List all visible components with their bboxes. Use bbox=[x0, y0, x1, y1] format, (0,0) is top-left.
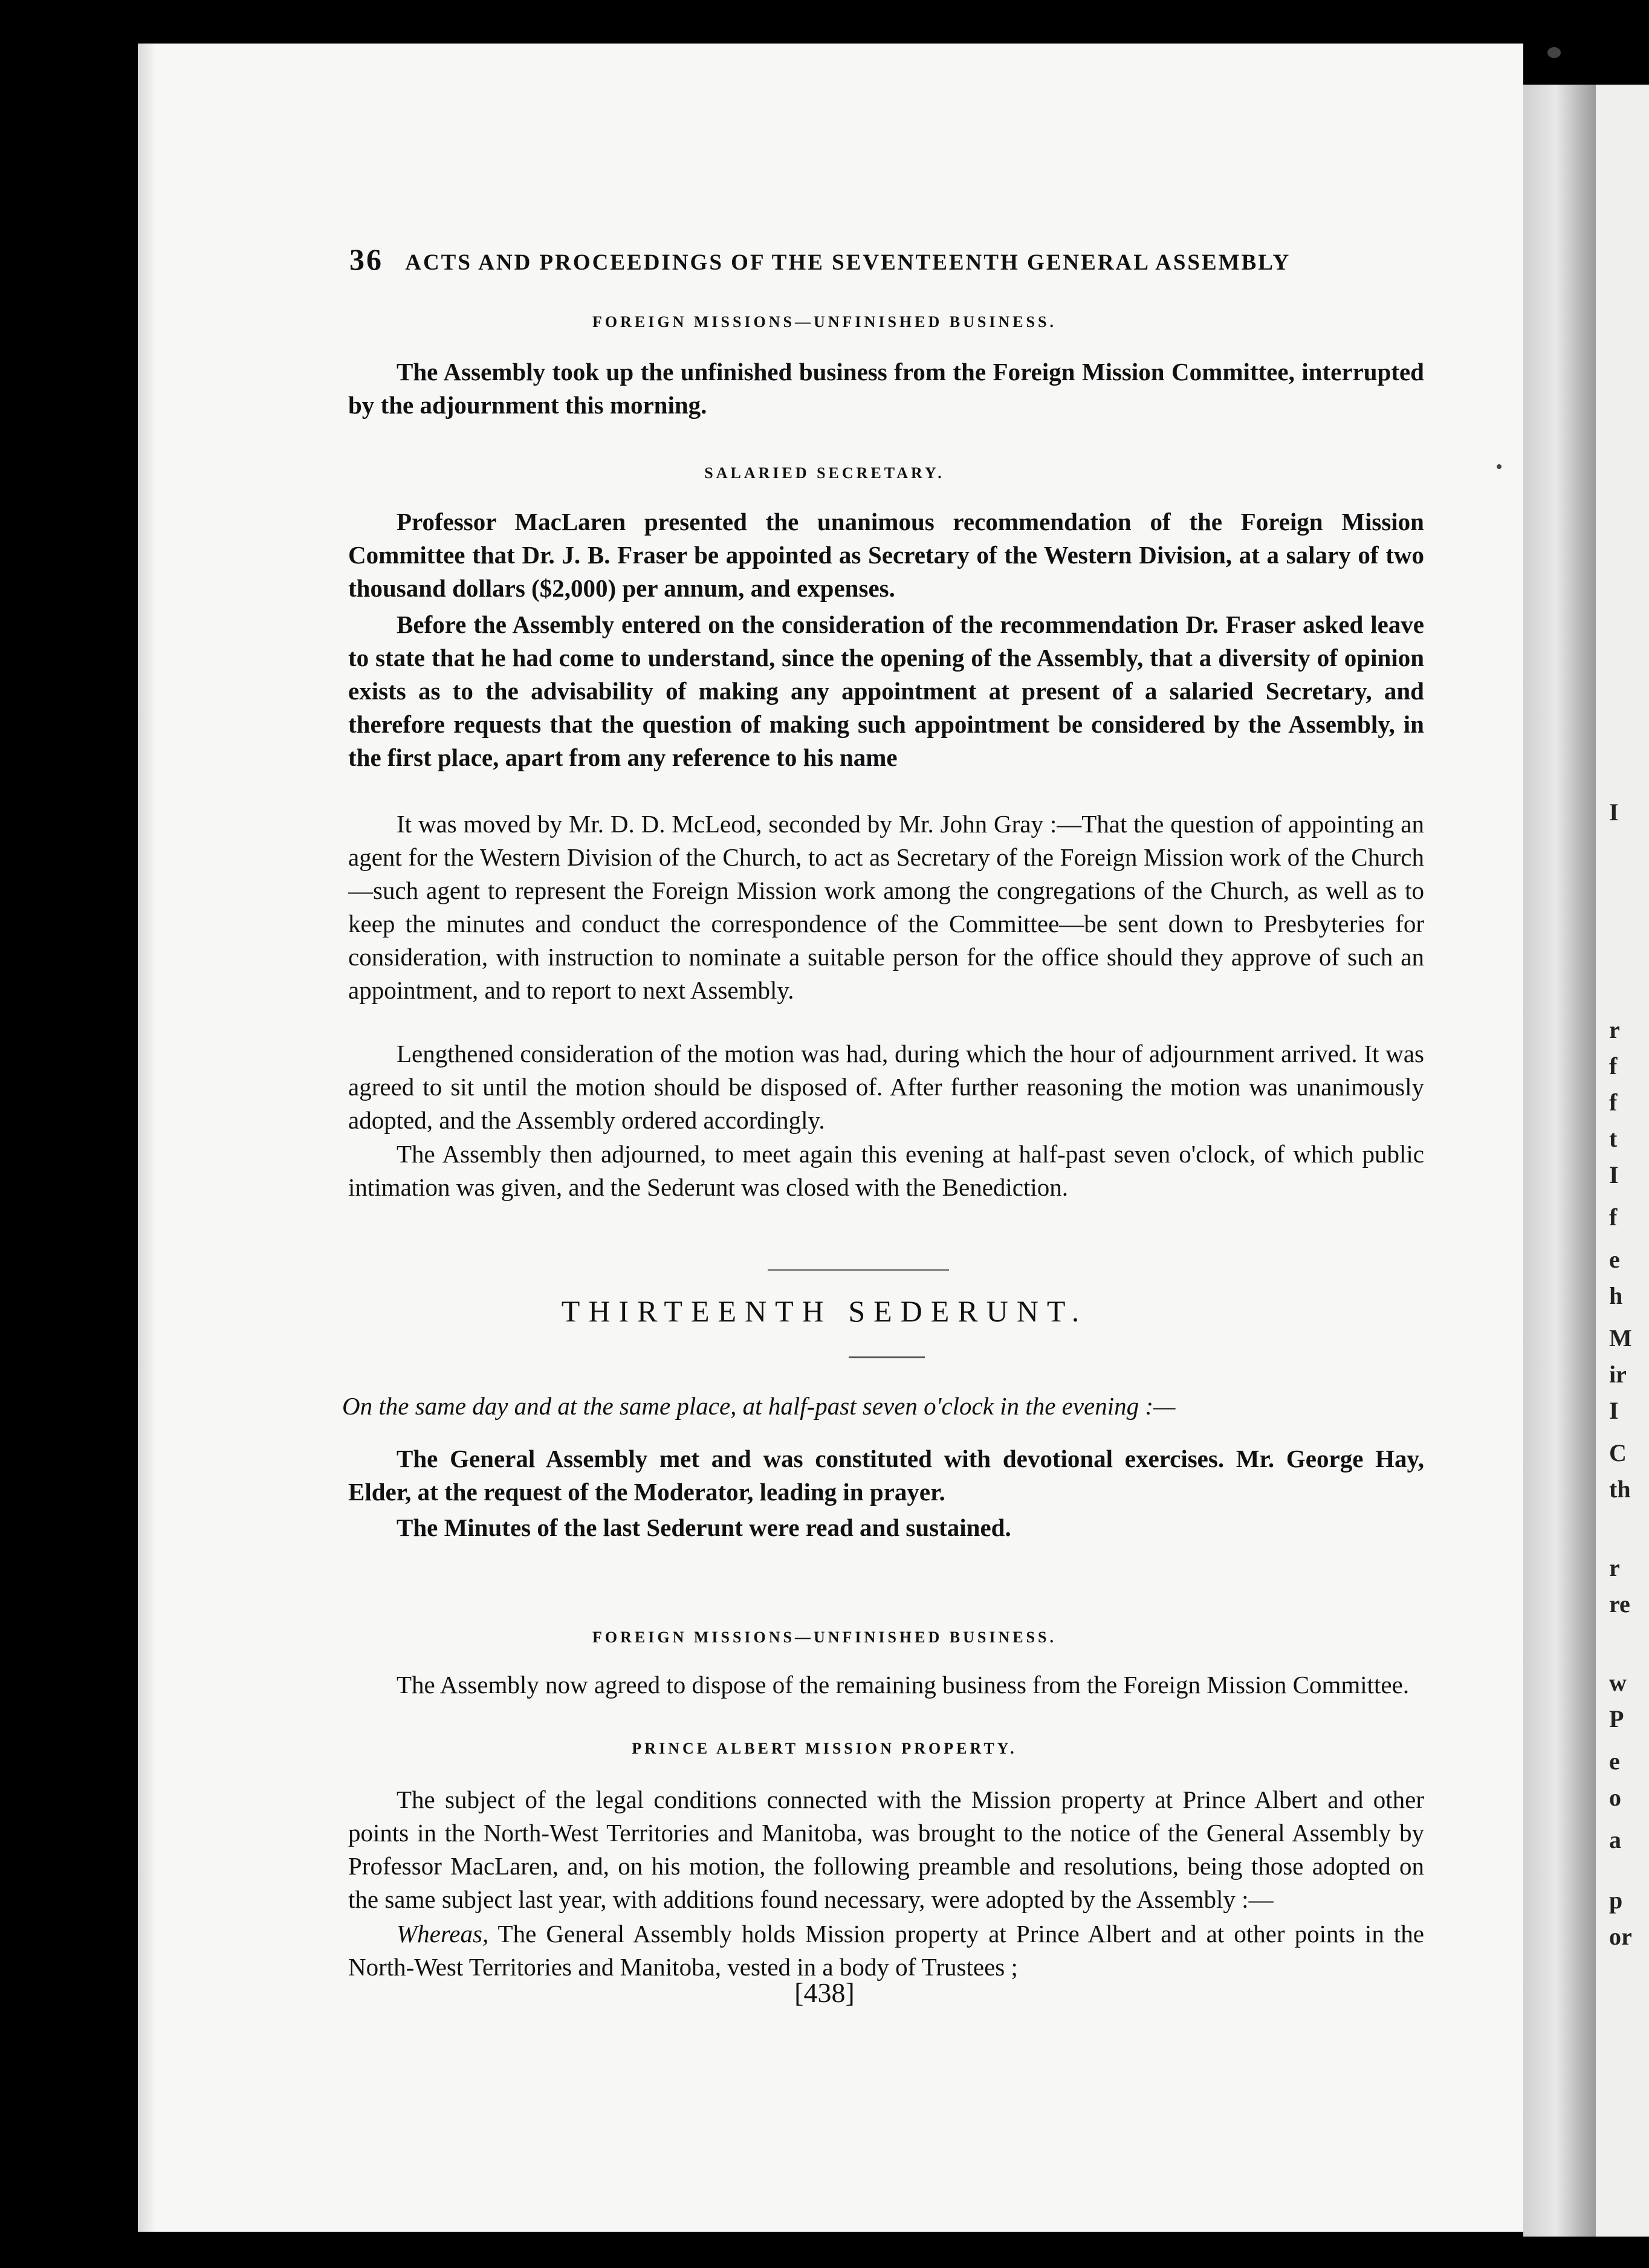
facing-page-letter: th bbox=[1609, 1476, 1631, 1503]
page-number: 36 bbox=[349, 242, 383, 276]
paragraph-unfinished-business: The Assembly took up the unfinished business from the Foreign Mission Committee, interrupted by the adjournment this morning. bbox=[348, 358, 1424, 419]
section-heading-salaried-secretary: SALARIED SECRETARY. bbox=[704, 464, 945, 482]
paragraph-minutes: The Minutes of the last Sederunt were read and sustained. bbox=[397, 1514, 1011, 1541]
paragraph-motion: It was moved by Mr. D. D. McLeod, seconded by Mr. John Gray :—That the question of appointing an agent for the Western Division of the Church, to act as Secretary of the Foreign Mission work of the Church—such agent to represent the Foreign Mission work among the congregations of the Church, as well as to keep the minutes and conduct the correspondence of the Committee—be sent down to Presbyteries for consideration, with instruction to nominate a suitable person for the office should they approve of such an appointment, and to report to next Assembly. bbox=[348, 810, 1424, 1004]
paragraph-consideration: Lengthened consideration of the motion was had, during which the hour of adjournment arrived. It was agreed to sit until the motion should be disposed of. After further reasoning the motion was unanimously adopted, and the Assembly ordered accordingly. bbox=[348, 1040, 1424, 1134]
facing-page-letter: C bbox=[1609, 1439, 1627, 1466]
whereas-text: The General Assembly holds Mission property at Prince Albert and at other points in the North-West Territories and Manitoba, vested in a body of Trustees ; bbox=[348, 1920, 1424, 1981]
facing-page-letter: re bbox=[1609, 1590, 1630, 1618]
paragraph-remaining-business: The Assembly now agreed to dispose of the remaining business from the Foreign Mission Committee. bbox=[397, 1671, 1410, 1699]
paragraph-adjourned: The Assembly then adjourned, to meet again this evening at half-past seven o'clock, of which public intimation was given, and the Sederunt was closed with the Benediction. bbox=[348, 1140, 1424, 1201]
facing-page-letter: t bbox=[1609, 1125, 1618, 1152]
paragraph-whereas bbox=[348, 1917, 1424, 1984]
facing-page-letter: e bbox=[1609, 1246, 1620, 1273]
divider-rule bbox=[768, 1269, 949, 1271]
scan-speck bbox=[1497, 464, 1502, 469]
facing-page-letter: e bbox=[1609, 1748, 1620, 1775]
facing-page-letter: r bbox=[1609, 1016, 1620, 1043]
page-left-edge bbox=[138, 44, 156, 2232]
sederunt-rule bbox=[849, 1356, 925, 1358]
facing-page-edge bbox=[1596, 85, 1649, 2237]
running-head-title: ACTS AND PROCEEDINGS OF THE SEVENTEENTH GENERAL ASSEMBLY bbox=[405, 250, 1291, 275]
facing-page-letter: f bbox=[1609, 1204, 1618, 1231]
running-head bbox=[349, 242, 1377, 277]
paragraph-assembly-met: The General Assembly met and was constituted with devotional exercises. Mr. George Hay, Elder, at the request of the Moderator, leading in prayer. bbox=[348, 1445, 1424, 1506]
paragraph-recommendation: Professor MacLaren presented the unanimous recommendation of the Foreign Mission Committee that Dr. J. B. Fraser be appointed as Secretary of the Western Division, at a salary of two thousand dollars ($2,000) per annum, and expenses. bbox=[348, 508, 1424, 602]
sederunt-opening: On the same day and at the same place, at half-past seven o'clock in the evening :— bbox=[342, 1392, 1176, 1420]
facing-page-letter: f bbox=[1609, 1089, 1618, 1116]
facing-page-letter: I bbox=[1609, 1397, 1619, 1424]
folio-number: [438] bbox=[794, 1977, 855, 2008]
section-heading-prince-albert: PRINCE ALBERT MISSION PROPERTY. bbox=[632, 1740, 1017, 1757]
facing-page-letter: I bbox=[1609, 799, 1619, 826]
facing-page-letter: ir bbox=[1609, 1361, 1627, 1388]
facing-page-letter: M bbox=[1609, 1324, 1632, 1352]
facing-page-letter: h bbox=[1609, 1282, 1623, 1309]
facing-page-letter: f bbox=[1609, 1052, 1618, 1080]
scan-speck bbox=[1547, 47, 1561, 58]
whereas-word: Whereas, bbox=[397, 1920, 489, 1948]
section-heading-foreign-missions: FOREIGN MISSIONS—UNFINISHED BUSINESS. bbox=[592, 313, 1057, 331]
facing-page-letter: or bbox=[1609, 1923, 1632, 1950]
paragraph-dr-fraser: Before the Assembly entered on the consideration of the recommendation Dr. Fraser asked leave to state that he had come to understand, since the opening of the Assembly, that a diversity of opinion exists as to the advisability of making any appointment at present of a salaried Secretary, and therefore requests that the question of making such appointment be considered by the Assembly, in the first place, apart from any reference to his name bbox=[348, 611, 1424, 771]
facing-page-letter: a bbox=[1609, 1826, 1621, 1853]
facing-page-letter: w bbox=[1609, 1669, 1627, 1696]
facing-page-letter: P bbox=[1609, 1705, 1624, 1732]
book-gutter bbox=[1523, 85, 1596, 2237]
section-heading-foreign-missions-2: FOREIGN MISSIONS—UNFINISHED BUSINESS. bbox=[592, 1628, 1057, 1646]
paragraph-legal-conditions: The subject of the legal conditions connected with the Mission property at Prince Albert and other points in the North-West Territories and Manitoba, was brought to the notice of the General Assembly by Professor MacLaren, and, on his motion, the following preamble and resolutions, being those adopted on the same subject last year, with additions found necessary, were adopted by the Assembly :— bbox=[348, 1786, 1424, 1913]
facing-page-letter: p bbox=[1609, 1887, 1623, 1914]
sederunt-title: THIRTEENTH SEDERUNT. bbox=[561, 1294, 1088, 1328]
facing-page-letter: I bbox=[1609, 1161, 1619, 1188]
facing-page-letter: o bbox=[1609, 1784, 1621, 1811]
facing-page-letter: r bbox=[1609, 1554, 1620, 1581]
